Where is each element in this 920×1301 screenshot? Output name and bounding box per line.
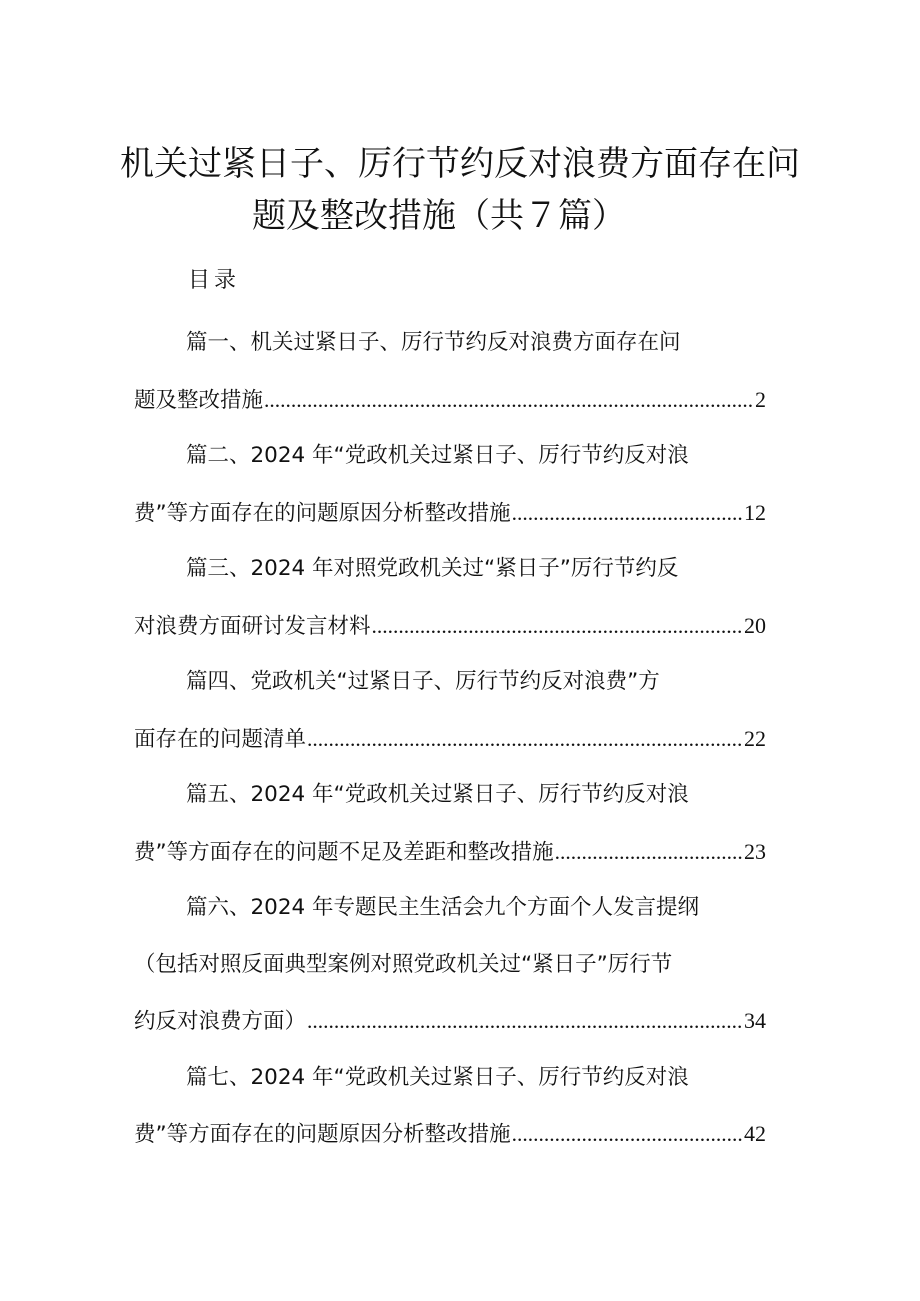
toc-entry-text: 题及整改措施	[134, 387, 264, 413]
toc-entry-5[interactable]	[134, 767, 766, 880]
toc-entry-last-line	[134, 1106, 766, 1163]
table-of-contents	[134, 315, 766, 1163]
toc-entry-text: 篇三、2024 年对照党政机关过“紧日子”厉行节约反	[186, 556, 679, 581]
toc-entry-2[interactable]	[134, 428, 766, 541]
dot-leader	[512, 1106, 743, 1163]
toc-entry-text: 篇一、机关过紧日子、厉行节约反对浪费方面存在问	[186, 330, 681, 355]
toc-entry-last-line	[134, 711, 766, 768]
toc-page-number: 12	[744, 499, 766, 525]
dot-leader	[307, 993, 743, 1050]
toc-entry-4[interactable]	[134, 654, 766, 767]
toc-page-number: 2	[755, 386, 766, 412]
title-line-1: 机关过紧日子、厉行节约反对浪费方面存在问	[120, 144, 800, 184]
toc-entry-text: 面存在的问题清单	[134, 726, 307, 752]
toc-entry-1[interactable]	[134, 315, 766, 428]
toc-entry-text: （包括对照反面典型案例对照党政机关过“紧日子”厉行节	[134, 951, 673, 977]
toc-page-number: 42	[744, 1121, 766, 1146]
toc-page-number: 22	[744, 725, 766, 751]
toc-entry-text: 篇六、2024 年专题民主生活会九个方面个人发言提纲	[186, 895, 700, 920]
toc-entry-text: 篇七、2024 年“党政机关过紧日子、厉行节约反对浪	[186, 1064, 689, 1090]
dot-leader	[555, 824, 743, 881]
toc-entry-text: 篇五、2024 年“党政机关过紧日子、厉行节约反对浪	[186, 782, 689, 807]
dot-leader	[264, 372, 754, 429]
title-line-2: 题及整改措施（共７篇）	[252, 196, 626, 236]
toc-page-number: 23	[744, 838, 766, 864]
toc-entry-text: 篇二、2024 年“党政机关过紧日子、厉行节约反对浪	[186, 443, 689, 468]
toc-entry-last-line	[134, 485, 766, 542]
toc-heading: 目录	[188, 268, 241, 293]
dot-leader	[512, 485, 743, 542]
dot-leader	[372, 598, 743, 655]
toc-entry-text: 费”等方面存在的问题不足及差距和整改措施	[134, 839, 554, 865]
toc-entry-text: 篇四、党政机关“过紧日子、厉行节约反对浪费”方	[186, 669, 660, 694]
toc-entry-text: 约反对浪费方面）	[134, 1009, 307, 1034]
toc-entry-7[interactable]	[134, 1050, 766, 1163]
toc-entry-text: 费”等方面存在的问题原因分析整改措施	[134, 1122, 511, 1147]
toc-entry-last-line	[134, 372, 766, 429]
document-title	[120, 138, 800, 242]
toc-page-number: 20	[744, 612, 766, 638]
toc-entry-last-line	[134, 993, 766, 1050]
toc-entry-text: 对浪费方面研讨发言材料	[134, 613, 371, 639]
toc-entry-last-line	[134, 824, 766, 881]
toc-page-number: 34	[744, 1008, 766, 1033]
toc-entry-6[interactable]	[134, 880, 766, 1050]
toc-entry-3[interactable]	[134, 541, 766, 654]
dot-leader	[307, 711, 743, 768]
toc-entry-text: 费”等方面存在的问题原因分析整改措施	[134, 500, 511, 526]
toc-entry-last-line	[134, 598, 766, 655]
